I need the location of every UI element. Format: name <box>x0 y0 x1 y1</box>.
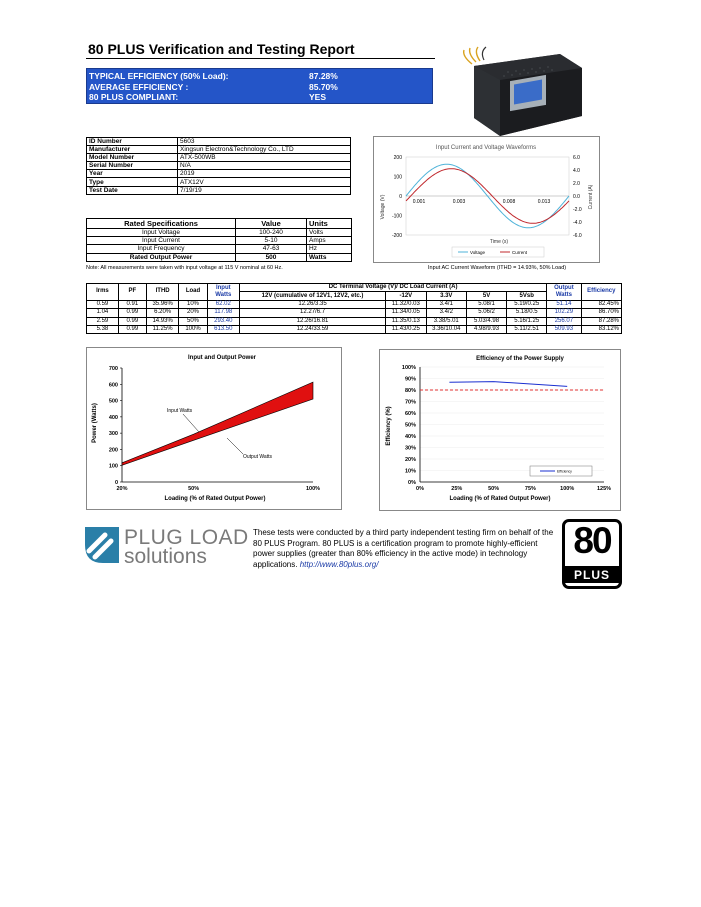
cell-pf: 0.99 <box>118 309 146 317</box>
cell-v5: 5.08/1 <box>466 300 506 308</box>
table-row <box>87 253 352 261</box>
y-tick-label: 100 <box>393 174 402 181</box>
x-tick-label: 0.003 <box>452 199 466 205</box>
y2-tick-label: 0.0 <box>573 193 580 200</box>
col-5vsb: 5Vsb <box>507 292 547 300</box>
x-tick-label: 20% <box>116 486 128 492</box>
info-value: N/A <box>178 162 351 170</box>
summary-label-compliant: 80 PLUS COMPLIANT: <box>89 92 179 102</box>
footer-description <box>253 528 559 570</box>
info-value: ATX12V <box>178 178 351 186</box>
y2-axis-label: Current (A) <box>588 184 594 210</box>
cell-v5sb: 5.18/0.5 <box>507 309 547 317</box>
cell-load: 50% <box>179 317 207 325</box>
info-value: 7/19/19 <box>178 186 351 194</box>
y-tick-label: 0% <box>408 480 416 486</box>
cell-v5: 5.06/2 <box>466 309 506 317</box>
cell-v12: 12.24/33.59 <box>239 325 385 333</box>
table-row <box>87 245 352 253</box>
spec-header-value: Value <box>236 219 307 229</box>
y-tick-label: 700 <box>108 366 118 372</box>
x-tick-label: 0% <box>416 486 424 492</box>
cell-eff: 82.45% <box>581 300 621 308</box>
badge-word: PLUS <box>573 568 610 582</box>
cell-v5sb: 5.16/1.25 <box>507 317 547 325</box>
cell-v33: 3.36/10.04 <box>426 325 466 333</box>
cell-v33: 3.38/5.01 <box>426 317 466 325</box>
x-axis-label: Time (s) <box>489 239 509 245</box>
plug-load-logo-icon <box>85 527 119 563</box>
x-tick-label: 50% <box>188 486 200 492</box>
summary-label-typical: TYPICAL EFFICIENCY (50% Load): <box>89 71 229 81</box>
cell-v12: 12.27/6.7 <box>239 309 385 317</box>
80plus-link[interactable]: http://www.80plus.org/ <box>299 559 379 569</box>
y-tick-label: 40% <box>404 434 416 440</box>
cell-v5: 5.03/4.98 <box>466 317 506 325</box>
x-tick-label: 100% <box>305 486 321 492</box>
table-row <box>87 317 622 325</box>
cell-output: 256.07 <box>547 317 581 325</box>
cell-output: 509.93 <box>547 325 581 333</box>
x-tick-label: 25% <box>451 486 463 492</box>
summary-box <box>86 68 433 104</box>
x-tick-label: 75% <box>524 486 536 492</box>
info-key: Year <box>87 170 178 178</box>
col-dc-terminal: DC Terminal Voltage (V)/ DC Load Current (A) <box>239 284 546 292</box>
col-output-watts: Output Watts <box>547 284 581 301</box>
col-load: Load <box>179 284 207 301</box>
table-row <box>87 300 622 308</box>
y-tick-label: 0 <box>114 480 118 486</box>
y-tick-label: 600 <box>108 382 118 389</box>
col-12v: 12V (cumulative of 12V1, 12V2, etc.) <box>239 292 385 300</box>
table-row <box>87 138 351 146</box>
cell-v5sb: 5.11/2.51 <box>507 325 547 333</box>
cell-eff: 87.28% <box>581 317 621 325</box>
psu-photo <box>460 46 586 142</box>
y-axis-label: Power (Watts) <box>92 403 98 443</box>
cell-ithd: 6.20% <box>146 309 178 317</box>
col-3v3: 3.3V <box>426 292 466 300</box>
spec-value: 47-63 <box>236 245 307 253</box>
y-tick-label: 80% <box>404 388 416 394</box>
efficiency-line <box>449 382 567 387</box>
brand-name-top: PLUG LOAD <box>124 526 249 549</box>
x-tick-label: 100% <box>560 486 575 492</box>
cell-pf: 0.99 <box>118 325 146 333</box>
output-watts-arrow <box>227 438 243 454</box>
spec-name: Input Voltage <box>87 229 236 237</box>
80plus-badge <box>562 519 622 589</box>
y2-tick-label: 4.0 <box>573 167 580 174</box>
spec-value: 5-10 <box>236 237 307 245</box>
cell-output: 51.14 <box>547 300 581 308</box>
cell-irms: 0.59 <box>87 300 119 308</box>
y2-tick-label: -6.0 <box>573 232 582 239</box>
info-value: 2019 <box>178 170 351 178</box>
cell-input: 117.98 <box>207 309 239 317</box>
y-tick-label: -100 <box>391 213 402 220</box>
spec-unit: Amps <box>307 237 352 245</box>
spec-name: Input Current <box>87 237 236 245</box>
y2-tick-label: -2.0 <box>573 206 582 213</box>
y-tick-label: 200 <box>108 447 118 454</box>
col-efficiency: Efficiency <box>581 284 621 301</box>
cell-pf: 0.91 <box>118 300 146 308</box>
table-row <box>87 146 351 154</box>
table-row <box>87 229 352 237</box>
cell-m12: 11.35/0.13 <box>386 317 426 325</box>
cell-v5sb: 5.19/0.25 <box>507 300 547 308</box>
info-key: Model Number <box>87 154 178 162</box>
summary-value-average: 85.70% <box>309 81 338 92</box>
summary-label-average: AVERAGE EFFICIENCY : <box>89 81 189 92</box>
cell-eff: 83.12% <box>581 325 621 333</box>
cell-ithd: 14.93% <box>146 317 178 325</box>
cell-irms: 5.38 <box>87 325 119 333</box>
table-row <box>87 325 622 333</box>
info-key: Serial Number <box>87 162 178 170</box>
waveform-chart <box>373 136 600 263</box>
table-row <box>87 178 351 186</box>
legend-efficiency-label: Efficiency <box>557 469 572 474</box>
summary-value-typical: 87.28% <box>309 71 338 81</box>
spec-name: Input Frequency <box>87 245 236 253</box>
spec-name: Rated Output Power <box>87 253 236 261</box>
y2-tick-label: -4.0 <box>573 219 582 226</box>
cell-eff: 86.70% <box>581 309 621 317</box>
info-key: Test Date <box>87 186 178 194</box>
y-tick-label: 30% <box>404 445 416 452</box>
info-table <box>86 137 351 195</box>
cell-pf: 0.99 <box>118 317 146 325</box>
legend-current-label: Current <box>512 250 528 255</box>
table-row <box>87 170 351 178</box>
title-rule <box>86 58 435 59</box>
chart-title: Input Current and Voltage Waveforms <box>435 145 537 151</box>
footer-text: These tests were conducted by a third party independent testing firm on behalf of the 80 PLUS Program. 80 PLUS is a certification program to promote highly-efficient power supplies (greater than 80% efficiency in the active mode) in technology applications. <box>253 528 554 569</box>
info-value: ATX-500WB <box>178 154 351 162</box>
y-tick-label: 50% <box>404 422 416 429</box>
y-tick-label: 100% <box>401 365 416 371</box>
spec-header-name: Rated Specifications <box>87 219 236 229</box>
cell-input: 293.40 <box>207 317 239 325</box>
cell-irms: 1.04 <box>87 309 119 317</box>
rated-spec-table <box>86 218 352 262</box>
info-key: Manufacturer <box>87 146 178 154</box>
y-axis-label: Voltage (V) <box>380 194 386 220</box>
spec-value: 500 <box>236 253 307 261</box>
cell-v33: 3.4/1 <box>426 300 466 308</box>
brand-name-bottom: solutions <box>124 545 207 568</box>
y-tick-label: 90% <box>404 376 416 383</box>
x-tick-label: 50% <box>488 486 500 492</box>
y-axis-label: Efficiency (%) <box>386 406 392 446</box>
cell-m12: 11.34/0.05 <box>386 309 426 317</box>
cell-ithd: 11.25% <box>146 325 178 333</box>
cell-load: 100% <box>179 325 207 333</box>
cell-load: 20% <box>179 309 207 317</box>
y-tick-label: 20% <box>404 457 416 463</box>
efficiency-chart <box>379 349 621 511</box>
cell-input: 613.50 <box>207 325 239 333</box>
cell-ithd: 35.96% <box>146 300 178 308</box>
x-tick-label: 0.013 <box>537 199 551 205</box>
info-value: 5603 <box>178 138 351 146</box>
chart-title: Efficiency of the Power Supply <box>476 356 564 362</box>
y-tick-label: 200 <box>393 154 402 161</box>
cell-irms: 2.59 <box>87 317 119 325</box>
y-tick-label: -200 <box>391 232 402 239</box>
y-tick-label: 300 <box>108 431 118 438</box>
report-title: 80 PLUS Verification and Testing Report <box>88 41 355 57</box>
cell-v12: 12.26/16.81 <box>239 317 385 325</box>
cell-m12: 11.32/0.03 <box>386 300 426 308</box>
x-tick-label: 125% <box>596 486 612 492</box>
table-row <box>87 237 352 245</box>
input-watts-arrow <box>183 414 199 432</box>
y-tick-label: 400 <box>108 414 118 421</box>
y2-tick-label: 2.0 <box>573 180 580 187</box>
cell-input: 62.02 <box>207 300 239 308</box>
cell-v5: 4.98/9.93 <box>466 325 506 333</box>
measurement-note: Note: All measurements were taken with input voltage at 115 V nominal at 60 Hz. <box>86 265 283 271</box>
x-axis-label: Loading (% of Rated Output Power) <box>164 496 266 502</box>
spec-unit: Watts <box>307 253 352 261</box>
y-tick-label: 0 <box>399 193 402 200</box>
cell-load: 10% <box>179 300 207 308</box>
power-loss-area <box>122 382 313 465</box>
info-key: ID Number <box>87 138 178 146</box>
summary-value-compliant: YES <box>309 92 327 102</box>
info-key: Type <box>87 178 178 186</box>
cell-v12: 12.26/3.35 <box>239 300 385 308</box>
chart-title: Input and Output Power <box>188 355 256 361</box>
waveform-caption: Input AC Current Waveform (ITHD = 14.93%, 50% Load) <box>428 265 567 271</box>
y-tick-label: 500 <box>108 398 118 405</box>
output-watts-label: Output Watts <box>243 454 272 460</box>
cell-output: 102.29 <box>547 309 581 317</box>
col-irms: Irms <box>87 284 119 301</box>
col-pf: PF <box>118 284 146 301</box>
y2-tick-label: 6.0 <box>573 154 580 161</box>
spec-header-units: Units <box>307 219 352 229</box>
spec-unit: Hz <box>307 245 352 253</box>
power-chart <box>86 347 342 510</box>
legend-voltage-label: Voltage <box>470 250 486 255</box>
x-tick-label: 0.001 <box>412 199 426 205</box>
y-tick-label: 100 <box>108 463 118 470</box>
info-value: Xingsun Electron&Technology Co., LTD <box>178 146 351 154</box>
spec-unit: Volts <box>307 229 352 237</box>
input-watts-label: Input Watts <box>167 408 193 414</box>
col-ithd: ITHD <box>146 284 178 301</box>
table-row <box>87 309 622 317</box>
col-input-watts: Input Watts <box>207 284 239 301</box>
col-minus12v: -12V <box>386 292 426 300</box>
cell-m12: 11.43/0.25 <box>386 325 426 333</box>
y-tick-label: 60% <box>404 411 416 417</box>
x-tick-label: 0.008 <box>502 199 516 205</box>
load-data-table <box>86 283 622 334</box>
badge-number: 80 <box>573 520 611 561</box>
spec-value: 100-240 <box>236 229 307 237</box>
col-5v: 5V <box>466 292 506 300</box>
cell-v33: 3.4/2 <box>426 309 466 317</box>
y-tick-label: 70% <box>404 399 416 406</box>
y-tick-label: 10% <box>404 468 416 475</box>
x-axis-label: Loading (% of Rated Output Power) <box>449 496 551 502</box>
table-row <box>87 186 351 194</box>
table-row <box>87 154 351 162</box>
table-row <box>87 162 351 170</box>
